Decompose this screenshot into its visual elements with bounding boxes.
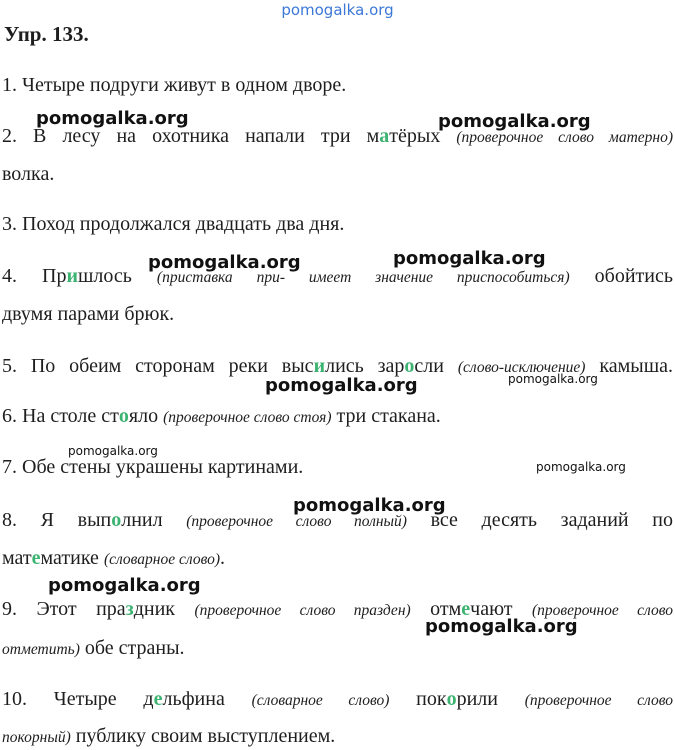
highlight-letter: а [379, 125, 390, 147]
sentence-2: 2. В лесу на охотника напали три матёрых (проверочное слово матерно) [2, 125, 673, 147]
note: (проверочное слово празден) [194, 602, 411, 619]
note: покорный) [2, 729, 71, 746]
sentence-10: 10. Четыре дельфина (словарное слово) покорили (проверочное слово [2, 688, 674, 710]
sentence-4: 4. Пришлось (приставка при- имеет значение приспособиться) обойтись [2, 265, 673, 287]
highlight-letter: о [404, 355, 415, 377]
watermark: pomogalka.org [68, 444, 158, 458]
sentence-5: 5. По обеим сторонам реки высились заросли (слово-исключение) камыша. [2, 355, 673, 377]
watermark: pomogalka.org [265, 375, 418, 396]
note: (словарное слово) [251, 692, 390, 709]
watermark: pomogalka.org [148, 252, 301, 273]
watermark: pomogalka.org [48, 575, 201, 596]
highlight-letter: е [461, 598, 471, 620]
sentence-7: 7. Обе стены украшены картинами. [2, 456, 304, 478]
highlight-letter: з [125, 598, 134, 620]
highlight-letter: и [66, 265, 78, 287]
watermark: pomogalka.org [293, 495, 446, 516]
note: (проверочное слово полный) [186, 513, 407, 530]
highlight-letter: е [31, 547, 41, 569]
sentence-2-cont: волка. [2, 163, 55, 185]
highlight-letter: о [111, 509, 122, 531]
sentence-4-cont: двумя парами брюк. [2, 303, 175, 325]
highlight-letter: о [446, 688, 457, 710]
watermark: pomogalka.org [438, 111, 591, 132]
sentence-1: 1. Четыре подруги живут в одном дворе. [2, 74, 347, 96]
highlight-letter: и [313, 355, 326, 377]
watermark: pomogalka.org [425, 616, 578, 637]
watermark: pomogalka.org [36, 108, 189, 129]
sentence-8-cont: математике (словарное слово). [2, 547, 226, 569]
exercise-title: Упр. 133. [4, 22, 89, 46]
note: (словарное слово) [103, 551, 221, 568]
watermark: pomogalka.org [508, 372, 598, 386]
watermark: pomogalka.org [536, 460, 626, 474]
sentence-6: 6. На столе стояло (проверочное слово стоя) три стакана. [2, 405, 441, 427]
note: (проверочное слово [524, 692, 674, 709]
note: (проверочное слово матерно) [456, 129, 673, 146]
sentence-8: 8. Я выполнил (проверочное слово полный) все десять заданий по [2, 509, 673, 531]
sentence-9: 9. Этот праздник (проверочное слово празден) отмечают (проверочное слово [2, 598, 673, 620]
watermark: pomogalka.org [393, 248, 546, 269]
sentence-3: 3. Поход продолжался двадцать два дня. [2, 213, 345, 235]
sentence-10-cont: покорный) публику своим выступлением. [2, 725, 336, 747]
highlight-letter: о [118, 405, 129, 427]
note: (приставка при- имеет значение приспособиться) [156, 269, 570, 286]
note: (проверочное слово стоя) [163, 409, 332, 426]
note: (проверочное слово [531, 602, 673, 619]
sentence-9-cont: отметить) обе страны. [2, 637, 185, 659]
highlight-letter: е [153, 688, 163, 710]
watermark-top: pomogalka.org [281, 1, 394, 19]
note: отметить) [2, 641, 80, 658]
note: (слово-исключение) [457, 359, 586, 376]
